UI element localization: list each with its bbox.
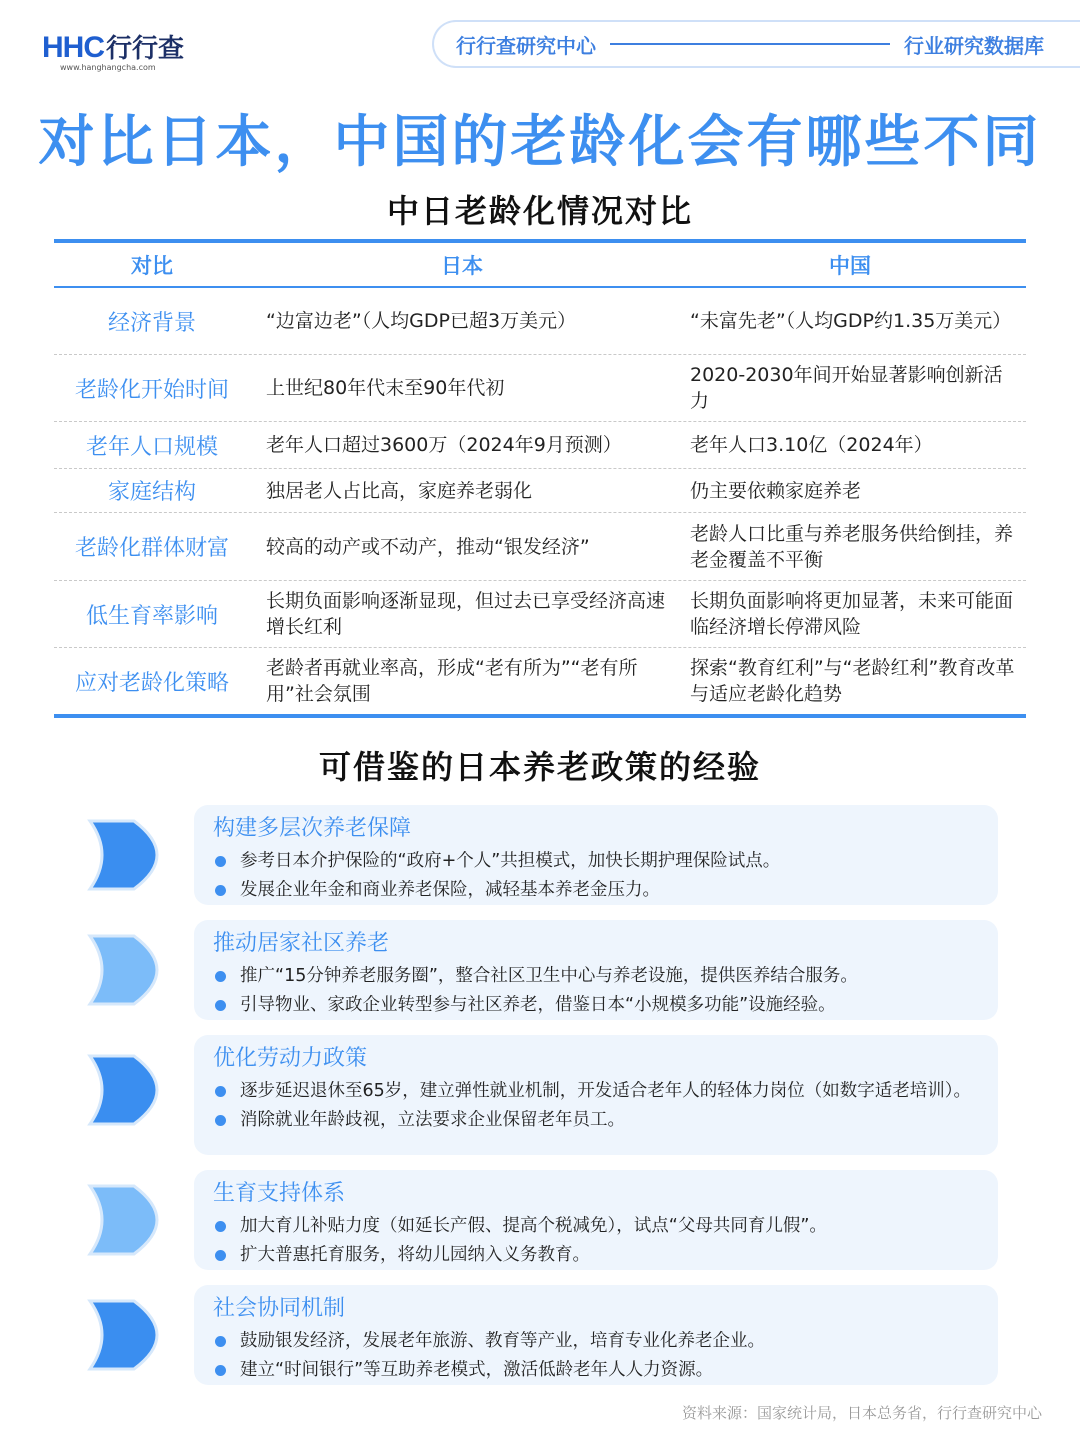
row-label: 经济背景 (107, 310, 196, 336)
header-banner (432, 20, 1080, 68)
china-cell: 老年人口3.10亿（2024年） (690, 434, 933, 456)
database-label: 行业研究数据库 (904, 33, 1044, 58)
bullet-text: 建立“时间银行”等互助养老模式，激活低龄老年人人力资源。 (240, 1360, 714, 1380)
bullet-dot-icon (215, 885, 226, 896)
experience-card (194, 920, 998, 1020)
brand-logo[interactable] (42, 28, 192, 72)
chevron-arrow-icon (84, 1180, 184, 1260)
comparison-heading: 中日老龄化情况对比 (386, 192, 693, 230)
logo-url: www.hanghangcha.com (60, 63, 156, 72)
experience-card (194, 1035, 998, 1155)
card-title: 构建多层次养老保障 (213, 816, 412, 841)
logo-text: 行行查 (106, 34, 185, 64)
source-note: 资料来源：国家统计局，日本总务省，行行查研究中心 (681, 1404, 1042, 1422)
japan-cell: 独居老人占比高，家庭养老弱化 (266, 479, 533, 502)
china-cell: 探索“教育红利”与“老龄红利”教育改革与适应老龄化趋势 (690, 657, 1015, 705)
bullet-dot-icon (215, 1365, 226, 1376)
table-row (54, 422, 1026, 469)
comparison-table (54, 239, 1026, 718)
list-item (213, 876, 978, 905)
list-item (213, 1106, 978, 1135)
card-title: 推动居家社区养老 (213, 931, 390, 956)
bullet-dot-icon (215, 1000, 226, 1011)
china-cell: 长期负面影响将更加显著，未来可能面临经济增长停滞风险 (690, 590, 1014, 638)
table-header (54, 243, 1026, 288)
header-compare: 对比 (131, 253, 173, 278)
row-label: 老龄化开始时间 (74, 377, 229, 403)
china-cell: “未富先老”（人均GDP约1.35万美元） (690, 310, 1012, 332)
table-bottom-rule (54, 714, 1026, 718)
table-row (54, 288, 1026, 355)
table-row (54, 513, 1026, 581)
japan-cell: “边富边老”（人均GDP已超3万美元） (266, 310, 577, 332)
china-cell: 仍主要依赖家庭养老 (690, 479, 862, 502)
list-item (213, 847, 978, 876)
card-title: 社会协同机制 (213, 1296, 346, 1321)
card-title: 优化劳动力政策 (213, 1046, 368, 1071)
header-divider (610, 43, 890, 45)
list-item (213, 1077, 978, 1106)
table-row (54, 355, 1026, 422)
bullet-text: 加大育儿补贴力度（如延长产假、提高个税减免），试点“父母共同育儿假”。 (240, 1216, 827, 1236)
header-japan: 日本 (441, 253, 483, 278)
experience-card (194, 805, 998, 905)
chevron-arrow-icon (84, 1050, 184, 1130)
china-cell: 老龄人口比重与养老服务供给倒挂，养老金覆盖不平衡 (690, 522, 1014, 571)
header-china: 中国 (829, 253, 871, 278)
bullet-dot-icon (215, 1250, 226, 1261)
chevron-arrow-icon (84, 1295, 184, 1375)
bullet-text: 引导物业、家政企业转型参与社区养老，借鉴日本“小规模多功能”设施经验。 (240, 995, 836, 1015)
page-title: 对比日本，中国的老龄化会有哪些不同 (38, 110, 1042, 175)
japan-cell: 老龄者再就业率高，形成“老有所为”“老有所用”社会氛围 (266, 657, 638, 705)
bullet-dot-icon (215, 1336, 226, 1347)
row-label: 老年人口规模 (85, 434, 218, 460)
japan-cell: 上世纪80年代末至90年代初 (266, 377, 505, 399)
chevron-arrow-icon (84, 815, 184, 895)
table-row (54, 648, 1026, 714)
experience-heading: 可借鉴的日本养老政策的经验 (318, 748, 761, 786)
bullet-dot-icon (215, 1115, 226, 1126)
bullet-text: 推广“15分钟养老服务圈”，整合社区卫生中心与养老设施，提供医养结合服务。 (240, 966, 858, 986)
japan-cell: 长期负面影响逐渐显现，但过去已享受经济高速增长红利 (266, 590, 666, 638)
row-label: 家庭结构 (107, 480, 196, 505)
list-item (213, 962, 978, 991)
table-row (54, 469, 1026, 513)
bullet-dot-icon (215, 1221, 226, 1232)
row-label: 老龄化群体财富 (74, 536, 229, 561)
bullet-text: 消除就业年龄歧视，立法要求企业保留老年员工。 (240, 1110, 625, 1130)
bullet-text: 发展企业年金和商业养老保险，减轻基本养老金压力。 (240, 880, 660, 900)
bullet-dot-icon (215, 971, 226, 982)
china-cell: 2020-2030年间开始显著影响创新活力 (690, 364, 1003, 412)
card-title: 生育支持体系 (213, 1181, 346, 1206)
row-label: 低生育率影响 (85, 603, 218, 629)
experience-card (194, 1285, 998, 1385)
research-center-label: 行行查研究中心 (456, 33, 596, 58)
table-row (54, 581, 1026, 648)
bullet-text: 参考日本介护保险的“政府+个人”共担模式，加快长期护理保险试点。 (240, 851, 781, 871)
row-label: 应对老龄化策略 (74, 670, 229, 696)
list-item (213, 1212, 978, 1241)
japan-cell: 老年人口超过3600万（2024年9月预测） (266, 434, 622, 456)
bullet-text: 鼓励银发经济，发展老年旅游、教育等产业，培育专业化养老企业。 (240, 1331, 765, 1351)
bullet-text: 扩大普惠托育服务，将幼儿园纳入义务教育。 (240, 1245, 590, 1265)
list-item (213, 1356, 978, 1385)
experience-card (194, 1170, 998, 1270)
list-item (213, 1327, 978, 1356)
bullet-dot-icon (215, 1086, 226, 1097)
list-item (213, 991, 978, 1020)
chevron-arrow-icon (84, 930, 184, 1010)
logo-mark: HHC (42, 31, 104, 64)
list-item (213, 1241, 978, 1270)
bullet-dot-icon (215, 856, 226, 867)
japan-cell: 较高的动产或不动产，推动“银发经济” (266, 535, 590, 558)
bullet-text: 逐步延迟退休至65岁，建立弹性就业机制，开发适合老年人的轻体力岗位（如数字适老培训）。 (240, 1081, 972, 1101)
